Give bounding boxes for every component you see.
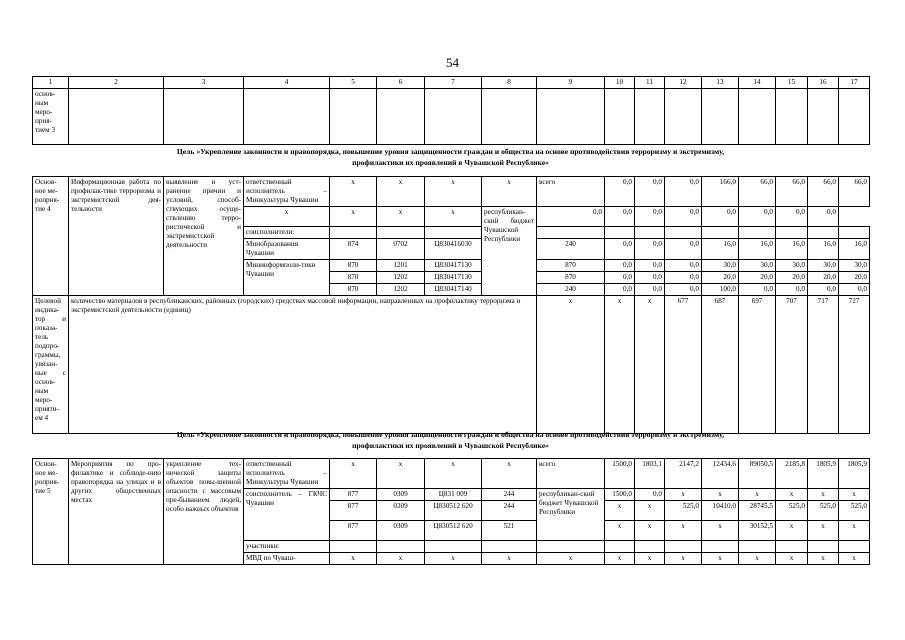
cell-value: 877 (330, 489, 377, 501)
cell-value: 877 (330, 521, 377, 541)
column-header: 17 (839, 77, 870, 89)
goal-line: профилактики их проявлений в Чувашской Республике» (352, 440, 549, 450)
cell-value: 0,0 (739, 284, 776, 296)
cell-value: x (808, 521, 839, 541)
cell-value: x (665, 553, 702, 565)
cell-value: 0,0 (605, 272, 635, 284)
cell-value: 0,0 (665, 284, 702, 296)
cell-value: 100,0 (702, 284, 739, 296)
column-header: 4 (244, 77, 330, 89)
goal-heading-1 (32, 147, 869, 168)
cell-value: 1201 (377, 260, 425, 272)
cell-value: 30,0 (839, 260, 870, 272)
cell-value: 874 (330, 239, 377, 260)
cell-value: 0,0 (776, 284, 808, 296)
table-block-2 (32, 176, 870, 434)
column-header: 15 (776, 77, 808, 89)
cell-text: ответственный исполнитель – Минкультуры Чувашии (244, 177, 330, 207)
column-header: 7 (425, 77, 482, 89)
cell-value: 16,0 (702, 239, 739, 260)
cell-text: Мининформполи-тики Чувашии (244, 260, 330, 296)
cell-value: 166,0 (702, 177, 739, 207)
cell-value: 0309 (377, 521, 425, 541)
cell-value: 240 (537, 284, 605, 296)
cell-value: 0,0 (635, 272, 665, 284)
cell-value: x (665, 489, 702, 501)
cell-value: 0,0 (665, 260, 702, 272)
cell-value: 30152,5 (739, 521, 776, 541)
cell-value: 0,0 (605, 260, 635, 272)
cell-value: 870 (537, 272, 605, 284)
cell-value: 66,0 (776, 177, 808, 207)
cell-value: x (482, 177, 537, 207)
cell-value: 16,0 (739, 239, 776, 260)
cell-value: x (537, 553, 605, 565)
cell-value: x (482, 459, 537, 489)
cell-value: x (702, 521, 739, 541)
table-block-3 (32, 458, 870, 565)
cell-value: x (425, 459, 482, 489)
cell-value: 697 (739, 296, 776, 434)
cell-value: 0,0 (665, 207, 702, 227)
cell-value: 10410,0 (702, 501, 739, 521)
column-header: 5 (330, 77, 377, 89)
cell-value: 0,0 (665, 272, 702, 284)
column-header: 9 (537, 77, 605, 89)
table-row (33, 89, 870, 145)
cell-value: Ц830417140 (425, 284, 482, 296)
goal-line: профилактики их проявлений в Чувашской Республике» (352, 157, 549, 167)
cell-value: x (244, 207, 330, 227)
table-row (33, 459, 870, 489)
cell-value: x (739, 553, 776, 565)
cell-value: 20,0 (839, 272, 870, 284)
cell-value: 2147,2 (665, 459, 702, 489)
cell-value: x (377, 553, 425, 565)
cell-value: 0,0 (808, 284, 839, 296)
cell-value: 89050,5 (739, 459, 776, 489)
cell-value: 0,0 (605, 207, 635, 227)
cell-value: 0,0 (702, 207, 739, 227)
cell-value: x (808, 553, 839, 565)
cell-value: 0,0 (665, 239, 702, 260)
cell-value: x (377, 207, 425, 227)
goal-line: Цель «Укрепление законности и правопорядка, повышение уровня защищенности граждан и общества на основе противодействия терроризму и экстремизму, (176, 430, 725, 439)
cell-value: 1805,9 (808, 459, 839, 489)
cell-value: x (377, 459, 425, 489)
cell-value: x (635, 553, 665, 565)
cell-value: 30,0 (739, 260, 776, 272)
goal-heading-2 (32, 430, 869, 451)
cell-value: 525,0 (776, 501, 808, 521)
cell-text: количество материалов в республиканских, районных (городских) средствах массовой информации, направленных на профилактику терроризма и экстремистской деятельности (единиц) (69, 296, 537, 434)
cell-value: 12434,6 (702, 459, 739, 489)
cell-value: 30,0 (808, 260, 839, 272)
cell-value: 0,0 (665, 177, 702, 207)
cell-text: всего (537, 459, 605, 489)
cell-text: Основ-ное ме-роприя-тие 4 (33, 177, 69, 296)
column-header: 8 (482, 77, 537, 89)
column-header: 1 (33, 77, 69, 89)
cell-value: 28745,5 (739, 501, 776, 521)
cell-value: 16,0 (808, 239, 839, 260)
cell-value: x (330, 177, 377, 207)
cell-value: x (839, 489, 870, 501)
cell-value: 717 (808, 296, 839, 434)
cell-value: 877 (330, 501, 377, 521)
cell-value: 66,0 (839, 177, 870, 207)
cell-value: 0,0 (808, 207, 839, 227)
cell-value: 0,0 (635, 177, 665, 207)
column-header: 12 (665, 77, 702, 89)
cell-value: 0,0 (635, 284, 665, 296)
cell-value: x (605, 501, 635, 521)
cell-value: 525,0 (665, 501, 702, 521)
cell-text: Целевой индика-тор и показа-тель подпро-граммы, увязан-ные с основ-ным меро-прияти-ем 4 (33, 296, 69, 434)
cell-value: 525,0 (839, 501, 870, 521)
cell-value: 727 (839, 296, 870, 434)
cell-value: 66,0 (808, 177, 839, 207)
cell-value: 870 (330, 272, 377, 284)
cell-value: x (605, 296, 635, 434)
cell-value: 677 (665, 296, 702, 434)
cell-value: x (537, 296, 605, 434)
cell-value: x (665, 521, 702, 541)
cell-value: Ц830512 620 (425, 501, 482, 521)
cell-text: соисполнитель – ГКЧС Чувашии (244, 489, 330, 541)
cell-text: укрепление тех-нической защиты объектов повы-шенной опасности с массовым пре-быванием людей, особо важных объектов (164, 459, 244, 565)
column-header: 6 (377, 77, 425, 89)
header-row (33, 77, 870, 89)
cell-value: 30,0 (702, 260, 739, 272)
cell-value: x (425, 207, 482, 227)
column-header: 11 (635, 77, 665, 89)
cell-text: участники: (244, 541, 330, 553)
cell-value: 521 (482, 521, 537, 541)
cell-value: 0,0 (605, 177, 635, 207)
cell-value: 0,0 (839, 284, 870, 296)
cell-text: выявление и уст-ранение причин и условий, способ-ствующих осуще-ствлению терро-ристической и экстремистской деятельности (164, 177, 244, 296)
cell-value: 0,0 (635, 239, 665, 260)
cell-value: 16,0 (839, 239, 870, 260)
cell-value: Ц830417130 (425, 260, 482, 272)
cell-text: республикан-ский бюджет Чувашской Республики (482, 207, 537, 296)
cell-value: x (482, 553, 537, 565)
cell-text: всего (537, 177, 605, 207)
cell-value: 16,0 (776, 239, 808, 260)
cell-value: 0,0 (605, 239, 635, 260)
cell-value: x (808, 489, 839, 501)
cell-value: Ц831 009 (425, 489, 482, 501)
cell-value: 0,0 (635, 260, 665, 272)
cell-value: 0,0 (605, 284, 635, 296)
cell-value: 0309 (377, 501, 425, 521)
cell-text: республикан-ский бюджет Чувашской Республики (537, 489, 605, 541)
cell-text: основ-ным меро-прия-тием 3 (33, 89, 69, 145)
cell-text: ответственный исполнитель – Минкультуры Чувашии (244, 459, 330, 489)
cell-value: x (605, 521, 635, 541)
column-header: 2 (69, 77, 164, 89)
cell-value: Ц830417130 (425, 272, 482, 284)
cell-value: x (702, 489, 739, 501)
cell-value: 240 (537, 239, 605, 260)
cell-value: 1805,9 (839, 459, 870, 489)
cell-value: 870 (330, 284, 377, 296)
cell-value: 0,0 (635, 207, 665, 227)
cell-value: x (776, 553, 808, 565)
cell-value: x (702, 553, 739, 565)
cell-value: x (377, 177, 425, 207)
cell-value: x (635, 521, 665, 541)
cell-value: x (635, 501, 665, 521)
cell-value: x (739, 489, 776, 501)
column-header: 13 (702, 77, 739, 89)
cell-value: 30,0 (776, 260, 808, 272)
cell-value: 0,0 (739, 207, 776, 227)
cell-value: x (425, 177, 482, 207)
cell-value: 20,0 (739, 272, 776, 284)
page-number: 54 (446, 55, 459, 70)
cell-value: x (776, 521, 808, 541)
cell-text: Минобразования Чувашии (244, 239, 330, 260)
cell-value: Ц830416030 (425, 239, 482, 260)
cell-value: x (776, 489, 808, 501)
cell-value: 2185,8 (776, 459, 808, 489)
cell-value: 870 (537, 260, 605, 272)
cell-value: Ц830512 620 (425, 521, 482, 541)
cell-value: 20,0 (776, 272, 808, 284)
column-header: 16 (808, 77, 839, 89)
cell-value: x (330, 459, 377, 489)
cell-value: 0,0 (537, 207, 605, 227)
goal-line: Цель «Укрепление законности и правопорядка, повышение уровня защищенности граждан и общества на основе противодействия терроризму и экстремизму, (176, 147, 725, 156)
cell-value: 1803,1 (635, 459, 665, 489)
table-block-1 (32, 76, 870, 145)
cell-value: 707 (776, 296, 808, 434)
cell-value: 1202 (377, 272, 425, 284)
column-header: 3 (164, 77, 244, 89)
cell-value: 870 (330, 260, 377, 272)
cell-text: Мероприятия по про-филактике и соблюде-нию правопорядка на улицах и в других общественных местах (69, 459, 164, 565)
cell-value: x (635, 296, 665, 434)
cell-value: 1202 (377, 284, 425, 296)
cell-value: x (605, 553, 635, 565)
cell-value: 0702 (377, 239, 425, 260)
cell-value: 1500,0 (605, 489, 635, 501)
cell-value: x (330, 553, 377, 565)
cell-value: 0,0 (776, 207, 808, 227)
cell-value: 66,0 (739, 177, 776, 207)
cell-value: 0309 (377, 489, 425, 501)
cell-value: x (839, 521, 870, 541)
cell-value: 525,0 (808, 501, 839, 521)
cell-text: соисполнители: (244, 227, 330, 239)
cell-value: 244 (482, 489, 537, 501)
cell-text: МВД по Чуваш- (244, 553, 330, 565)
cell-text: Основ-ное ме-роприя-тие 5 (33, 459, 69, 565)
cell-value: 0,0 (635, 489, 665, 501)
cell-value: 687 (702, 296, 739, 434)
table-row (33, 177, 870, 207)
cell-value: 20,0 (702, 272, 739, 284)
cell-value: x (839, 553, 870, 565)
column-header: 14 (739, 77, 776, 89)
cell-value: x (330, 207, 377, 227)
cell-value: 20,0 (808, 272, 839, 284)
cell-text: Информационная работа по профилак-тике терроризма и экстремистской дея-тельности (69, 177, 164, 296)
table-row (33, 296, 870, 434)
column-header: 10 (605, 77, 635, 89)
cell-value: 244 (482, 501, 537, 521)
cell-value: x (425, 553, 482, 565)
cell-value: 1500,0 (605, 459, 635, 489)
